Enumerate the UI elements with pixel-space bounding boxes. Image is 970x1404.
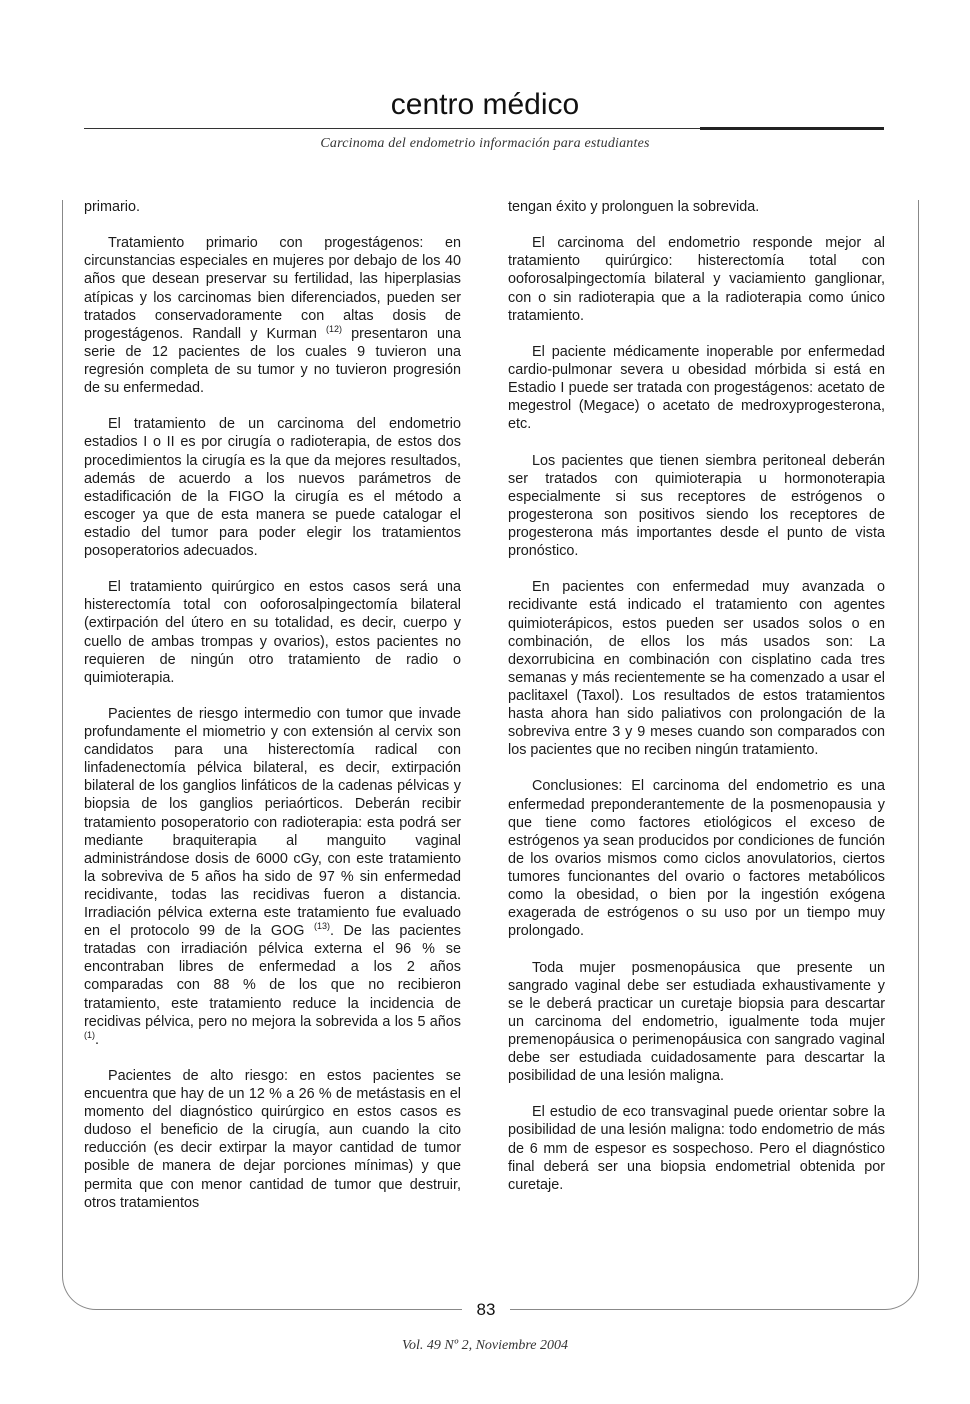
paragraph	[84, 705, 461, 1049]
paragraph: El paciente médicamente inoperable por enfermedad cardio-pulmonar severa u obesidad mórbida si está en Estadio I puede ser tratada con progestágenos: acetato de megestrol (Megace) o acetato de medroxyprogesterona, etc.	[508, 343, 885, 433]
paragraph: Toda mujer posmenopáusica que presente un sangrado vaginal debe ser estudiada exhaustivamente y se le deberá practicar un curetaje biopsia para descartar un carcinoma del endometrio, igualmente toda mujer premenopáusica o perimenopáusica con sangrado vaginal debe ser estudiada cuidadosamente para descartar la posibilidad de una lesión maligna.	[508, 959, 885, 1085]
running-header-subtitle: Carcinoma del endometrio información para estudiantes	[320, 136, 650, 151]
frame-bottom-right-border	[510, 1268, 919, 1310]
paragraph: Los pacientes que tienen siembra peritoneal deberán ser tratados con quimioterapia u hormonoterapia especialmente si sus receptores de estrógenos o progesterona son positivos siendo los receptores de progesterona más importantes desde el punto de vista pronóstico.	[508, 452, 885, 560]
paragraph-text: Pacientes de riesgo intermedio con tumor que invade profundamente el miometrio y con extensión al cervix son candidatos para una histerectomía radical con linfadenectomía pélvica bilateral, es decir, extirpación bilateral de los ganglios linfáticos de la cadenas pélvicas y biopsia de los ganglios periaórticos. Deberán recibir tratamiento posoperatorio con radioterapia: esta podrá ser mediante braquiterapia al manguito vaginal administrándose dosis de 6000 cGy, con este tratamiento la sobreviva de 5 años ha sido de 97 % sin enfermedad recidivante, todas las recidivas fueron a distancia. Irradiación pélvica externa este tratamiento fue evaluado en el protocolo 99 de la GOG	[84, 706, 461, 940]
paragraph-text: presentaron una serie de 12 pacientes de los cuales 9 tuvieron una regresión completa de su tumor y no tuvieron progresión de su enfermedad.	[84, 325, 462, 397]
paragraph	[84, 234, 461, 397]
header-rule-accent	[700, 127, 884, 130]
frame-right-border	[918, 200, 919, 1270]
frame-left-border	[62, 200, 63, 1270]
paragraph: tengan éxito y prolonguen la sobrevida.	[508, 199, 760, 215]
citation-ref: (12)	[326, 323, 343, 334]
paragraph: Pacientes de alto riesgo: en estos pacientes se encuentra que hay de un 12 % a 26 % de metástasis en el momento del diagnóstico quirúrgico en estos casos es dudoso el beneficio de la cirugía, aun cuando la cito reducción (es decir extirpar la mayor cantidad de tumor posible de manera de dejar porciones mínimas) y que permita que con menor cantidad de tumor que destruir, otros tratamientos	[84, 1067, 461, 1211]
paragraph-text: Tratamiento primario con progestágenos: en circunstancias especiales en mujeres por debajo de los 40 años que desean preservar su fertilidad, las hiperplasias atípicas y los carcinomas bien diferenciados, pueden ser tratados conservadoramente con altas dosis de progestágenos. Randall y Kurman	[84, 235, 461, 342]
paragraph: El carcinoma del endometrio responde mejor al tratamiento quirúrgico: histerectomía total con ooforosalpingectomía bilateral y vaciamiento ganglionar, con o sin radioterapia que a la radioterapia como único tratamiento.	[508, 235, 885, 324]
paragraph: El tratamiento quirúrgico en estos casos será una histerectomía total con ooforosalpingectomía bilateral (extirpación del útero en su totalidad, es decir, cuerpo y cuello de ambas trompas y ovarios), estos pacientes no requieren de ningún otro tratamiento de radio o quimioterapia.	[84, 579, 461, 686]
journal-title: centro médico	[390, 88, 580, 121]
paragraph: El tratamiento de un carcinoma del endometrio estadios I o II es por cirugía o radioterapia, de estos dos procedimientos la cirugía es la que da mejores resultados, además de acuerdo a los nuevos parámetros de estadificación de la FIGO la cirugía es el método a escoger ya que de esta manera se puede catalogar el estadio del tumor para poder elegir los tratamientos posoperatorios adecuados.	[84, 416, 461, 559]
issue-footer: Vol. 49 Nº 2, Noviembre 2004	[402, 1338, 568, 1353]
citation-ref: (1)	[84, 1029, 95, 1040]
paragraph: En pacientes con enfermedad muy avanzada o recidivante está indicado el tratamiento con agentes quimioterápicos, estos pueden ser usados solos o en combinación, de ellos los más usados son: La dexorrubicina en combinación con cisplatino cada tres semanas y más recientemente se ha comenzado a usar el paclitaxel (Taxol). Los resultados de estos tratamientos hasta ahora han sido paliativos con prolongación de la sobreviva entre 3 y 9 meses cuando son comparados con los pacientes que no reciben ningún tratamiento.	[508, 579, 885, 759]
paragraph: primario.	[84, 199, 140, 215]
frame-bottom-left-border	[62, 1268, 462, 1310]
right-column	[508, 198, 885, 1212]
paragraph: Conclusiones: El carcinoma del endometrio es una enfermedad preponderantemente de la posmenopausia y que tiene como factores etiológicos el exceso de estrógenos ya sean producidos por condiciones de función de los ovarios mismos como ciclos anovulatorios, ciertos tumores funcionantes del ovario o factores metabólicos como la obesidad, o bien por la ingestión exógena exagerada de estrógenos o su uso por un tiempo muy prolongado.	[508, 778, 885, 940]
paragraph-text: .	[95, 1031, 99, 1048]
paragraph: El estudio de eco transvaginal puede orientar sobre la posibilidad de una lesión maligna: todo endometrio de más de 6 mm de espesor es sospechoso. Pero el diagnóstico final deberá ser una biopsia endometrial obtenida por curetaje.	[508, 1104, 885, 1193]
citation-ref: (13)	[313, 921, 330, 932]
paragraph-text: . De las pacientes tratadas con irradiación pélvica externa el 96 % se encontraban libres de enfermedad a los 2 años comparadas con 88 % de los que no recibieron tratamiento, este tratamiento reduce la incidencia de recidivas pélvica, pero no mejora la sobrevida a los 5 años	[84, 923, 462, 1030]
page-number: 83	[476, 1300, 496, 1319]
left-column	[84, 198, 461, 1230]
